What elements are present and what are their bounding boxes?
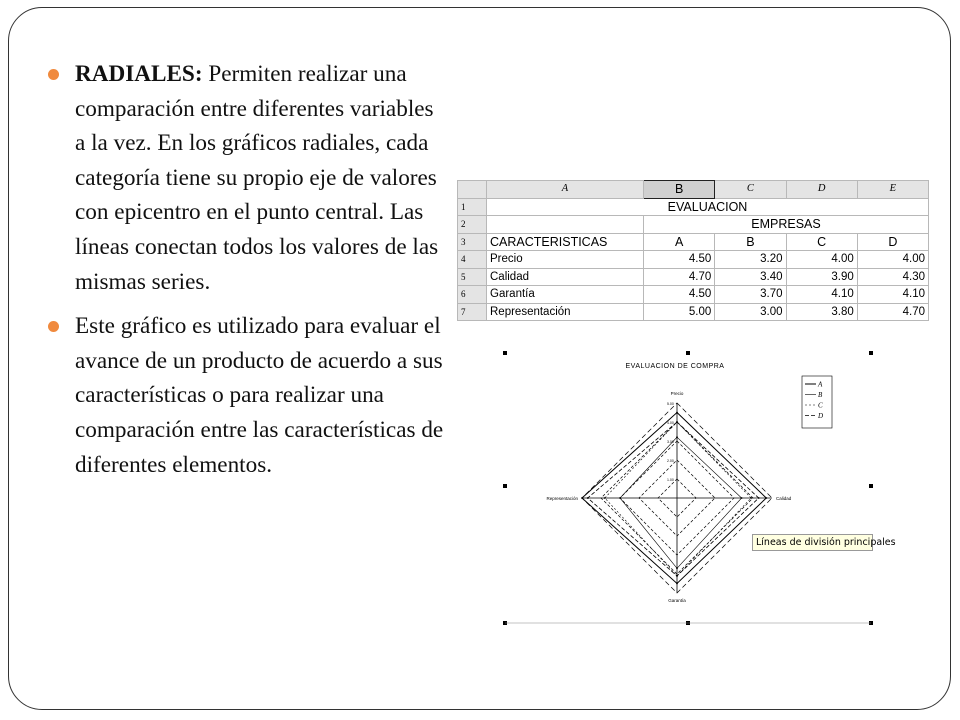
column-header-e[interactable]: E xyxy=(857,181,928,199)
table-row xyxy=(458,303,929,321)
axis-tick-label: 2.00 xyxy=(667,459,674,463)
series-point xyxy=(676,575,678,577)
row-number[interactable]: 2 xyxy=(458,216,487,234)
table-row xyxy=(458,216,929,234)
series-point xyxy=(758,497,760,499)
cell[interactable]: Garantía xyxy=(487,286,644,304)
axis-tick-label: 1.00 xyxy=(667,478,674,482)
series-point xyxy=(604,497,606,499)
cell[interactable]: 3.90 xyxy=(786,268,857,286)
header-cell[interactable]: D xyxy=(857,233,928,251)
table-row xyxy=(458,268,929,286)
selection-handle[interactable] xyxy=(503,351,507,355)
cell[interactable]: 4.10 xyxy=(786,286,857,304)
cell[interactable]: 5.00 xyxy=(644,303,715,321)
series-point xyxy=(581,497,583,499)
cell[interactable]: 4.00 xyxy=(857,251,928,269)
series-point xyxy=(676,567,678,569)
cell[interactable]: Calidad xyxy=(487,268,644,286)
cell[interactable]: 3.00 xyxy=(715,303,786,321)
bullet-dot-icon xyxy=(48,321,59,332)
cell[interactable]: 3.80 xyxy=(786,303,857,321)
cell[interactable]: 4.10 xyxy=(857,286,928,304)
axis-tick-label: 5.00 xyxy=(667,402,674,406)
header-cell[interactable]: CARACTERISTICAS xyxy=(487,233,644,251)
header-cell[interactable]: A xyxy=(644,233,715,251)
radar-chart[interactable] xyxy=(500,346,896,632)
series-c-line xyxy=(605,422,751,576)
legend-label: C xyxy=(818,401,823,410)
bullet-text: Permiten realizar una comparación entre diferentes variables a la vez. En los gráficos radiales, cada categoría tiene su propio eje de valores con epicentro en el punto central. Las líneas conectan todos los valores de las mismas series. xyxy=(75,61,439,295)
series-point xyxy=(765,497,767,499)
series-point xyxy=(741,497,743,499)
series-point xyxy=(619,497,621,499)
radar-spokes xyxy=(582,403,772,593)
axis-label-1: Precio xyxy=(670,391,684,396)
series-point xyxy=(676,583,678,585)
column-header-row xyxy=(458,181,929,199)
bullet-uso xyxy=(48,309,448,482)
cell[interactable]: 3.20 xyxy=(715,251,786,269)
header-cell[interactable]: B xyxy=(715,233,786,251)
bullet-list xyxy=(48,57,448,492)
selection-handle[interactable] xyxy=(686,351,690,355)
column-header-a[interactable]: A xyxy=(487,181,644,199)
spreadsheet-table xyxy=(457,180,929,321)
header-cell[interactable]: C xyxy=(786,233,857,251)
cell[interactable]: Precio xyxy=(487,251,644,269)
cell[interactable]: 4.50 xyxy=(644,251,715,269)
sheet-subtitle-cell[interactable]: EMPRESAS xyxy=(644,216,929,234)
chart-legend[interactable] xyxy=(802,376,832,428)
row-number[interactable]: 3 xyxy=(458,233,487,251)
series-point xyxy=(587,497,589,499)
row-number[interactable]: 6 xyxy=(458,286,487,304)
axis-label-3: Garantía xyxy=(668,598,686,603)
cell[interactable]: 4.50 xyxy=(644,286,715,304)
column-header-b[interactable]: B xyxy=(644,181,715,199)
column-header-c[interactable]: C xyxy=(715,181,786,199)
legend-label: B xyxy=(818,391,823,399)
series-point xyxy=(676,412,678,414)
axis-tick-label: 3.00 xyxy=(667,440,674,444)
row-number[interactable]: 1 xyxy=(458,198,487,216)
table-row xyxy=(458,286,929,304)
cell[interactable]: 4.00 xyxy=(786,251,857,269)
corner-cell[interactable] xyxy=(458,181,487,199)
bullet-bold-term: RADIALES: xyxy=(75,61,203,87)
cell[interactable]: 4.70 xyxy=(857,303,928,321)
selection-handle[interactable] xyxy=(503,484,507,488)
legend-label: D xyxy=(818,412,824,420)
series-point xyxy=(676,421,678,423)
axis-label-2: Calidad xyxy=(776,496,792,501)
empty-cell[interactable] xyxy=(487,216,644,234)
table-row xyxy=(458,233,929,251)
axis-tick-label: 4.00 xyxy=(667,421,674,425)
cell[interactable]: 3.40 xyxy=(715,268,786,286)
selection-handle[interactable] xyxy=(869,351,873,355)
row-number[interactable]: 4 xyxy=(458,251,487,269)
selection-handle[interactable] xyxy=(869,484,873,488)
gridlines-tooltip: Líneas de división principales xyxy=(752,534,873,551)
axis-label-4: Representación xyxy=(546,496,578,501)
cell[interactable]: 4.30 xyxy=(857,268,928,286)
legend-label: A xyxy=(818,380,823,389)
series-point xyxy=(750,497,752,499)
cell[interactable]: Representación xyxy=(487,303,644,321)
sheet-title-cell[interactable]: EVALUACION xyxy=(487,198,929,216)
bullet-radiales xyxy=(48,57,448,299)
series-point xyxy=(676,436,678,438)
chart-title: EVALUACION DE COMPRA xyxy=(625,363,725,370)
radar-chart-svg[interactable] xyxy=(500,346,880,632)
bullet-dot-icon xyxy=(48,69,59,80)
table-row xyxy=(458,251,929,269)
cell[interactable]: 3.70 xyxy=(715,286,786,304)
row-number[interactable]: 7 xyxy=(458,303,487,321)
table-row xyxy=(458,198,929,216)
bullet-text: Este gráfico es utilizado para evaluar el avance de un producto de acuerdo a sus características o para realizar una comparación entre las características de diferentes elementos. xyxy=(75,313,444,478)
cell[interactable]: 4.70 xyxy=(644,268,715,286)
column-header-d[interactable]: D xyxy=(786,181,857,199)
row-number[interactable]: 5 xyxy=(458,268,487,286)
